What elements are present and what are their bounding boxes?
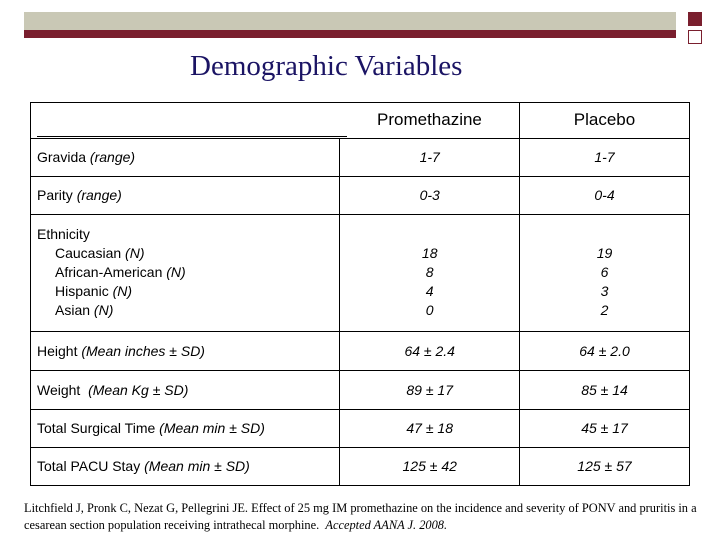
row-unit: (Mean Kg ± SD) xyxy=(88,381,189,398)
item-text: African-American xyxy=(55,264,163,281)
ethnicity-heading: Ethnicity xyxy=(37,226,90,243)
cell-placebo: 1-7 xyxy=(520,138,689,176)
header-empty-cell xyxy=(31,103,340,138)
column-header-placebo: Placebo xyxy=(520,103,689,138)
ethnicity-labels xyxy=(31,214,340,331)
row-label xyxy=(31,409,340,447)
cell-promethazine: 64 ± 2.4 xyxy=(340,331,520,370)
item-unit: (N) xyxy=(112,283,133,300)
cell-placebo: 0-4 xyxy=(520,176,689,214)
cell-placebo: 45 ± 17 xyxy=(520,409,689,447)
header-accent-line xyxy=(24,30,676,38)
row-unit: (Mean min ± SD) xyxy=(159,420,265,437)
item-text: Asian xyxy=(55,302,91,319)
row-label xyxy=(31,138,340,176)
table-row-ethnicity xyxy=(31,214,689,331)
row-label xyxy=(31,370,340,409)
row-label xyxy=(31,176,340,214)
demographics-table xyxy=(30,102,690,486)
header-bar xyxy=(24,12,676,30)
row-unit: (range) xyxy=(76,187,122,204)
table-row xyxy=(31,370,689,409)
table-header-row xyxy=(31,103,689,138)
table-row xyxy=(31,138,689,176)
item-text: Hispanic xyxy=(55,283,109,300)
row-label-text: Weight xyxy=(37,381,81,398)
corner-square-filled xyxy=(688,12,702,26)
ethnicity-item-label xyxy=(37,301,339,320)
table-row xyxy=(31,447,689,485)
cell-promethazine: 0-3 xyxy=(340,176,520,214)
row-label-text: Parity xyxy=(37,187,73,204)
cell-placebo: 19 xyxy=(596,245,613,262)
cell-promethazine: 18 xyxy=(421,245,438,262)
header-underline xyxy=(37,136,347,137)
row-label-text: Total Surgical Time xyxy=(37,420,156,437)
row-unit: (Mean inches ± SD) xyxy=(81,342,205,359)
cell-placebo: 125 ± 57 xyxy=(520,447,689,485)
cell-placebo: 85 ± 14 xyxy=(520,370,689,409)
cell-promethazine: 4 xyxy=(425,283,434,300)
ethnicity-item-label xyxy=(37,263,339,282)
table-row xyxy=(31,409,689,447)
cell-promethazine: 8 xyxy=(425,264,434,281)
cell-promethazine: 47 ± 18 xyxy=(340,409,520,447)
table-row xyxy=(31,331,689,370)
row-label-text: Gravida xyxy=(37,149,87,166)
item-unit: (N) xyxy=(93,302,114,319)
cell-promethazine: 125 ± 42 xyxy=(340,447,520,485)
column-header-promethazine: Promethazine xyxy=(377,110,482,130)
ethnicity-placebo-values xyxy=(520,214,689,331)
cell-promethazine: 0 xyxy=(425,302,434,319)
citation xyxy=(24,500,704,534)
row-unit: (Mean min ± SD) xyxy=(144,458,250,475)
cell-placebo: 64 ± 2.0 xyxy=(520,331,689,370)
item-unit: (N) xyxy=(166,264,186,281)
cell-promethazine: 89 ± 17 xyxy=(340,370,520,409)
ethnicity-item-label xyxy=(37,244,339,263)
citation-text: Litchfield J, Pronk C, Nezat G, Pellegrini JE. Effect of 25 mg IM promethazine on the incidence and severity of PONV and pruritis in a cesarean section population receiving intrathecal morphine. xyxy=(24,501,697,532)
cell-placebo: 3 xyxy=(600,283,609,300)
corner-square-outline xyxy=(688,30,702,44)
citation-journal: Accepted AANA J. 2008. xyxy=(325,518,448,532)
cell-placebo: 6 xyxy=(600,264,609,281)
cell-placebo: 2 xyxy=(600,302,609,319)
slide-title: Demographic Variables xyxy=(190,50,463,82)
row-label xyxy=(31,331,340,370)
row-unit: (range) xyxy=(89,149,136,166)
row-label-text: Height xyxy=(37,342,78,359)
table-row xyxy=(31,176,689,214)
item-text: Caucasian xyxy=(55,245,122,262)
ethnicity-promethazine-values xyxy=(340,214,520,331)
item-unit: (N) xyxy=(125,245,145,262)
ethnicity-item-label xyxy=(37,282,339,301)
row-label xyxy=(31,447,340,485)
cell-promethazine: 1-7 xyxy=(340,138,520,176)
row-label-text: Total PACU Stay xyxy=(37,458,141,475)
